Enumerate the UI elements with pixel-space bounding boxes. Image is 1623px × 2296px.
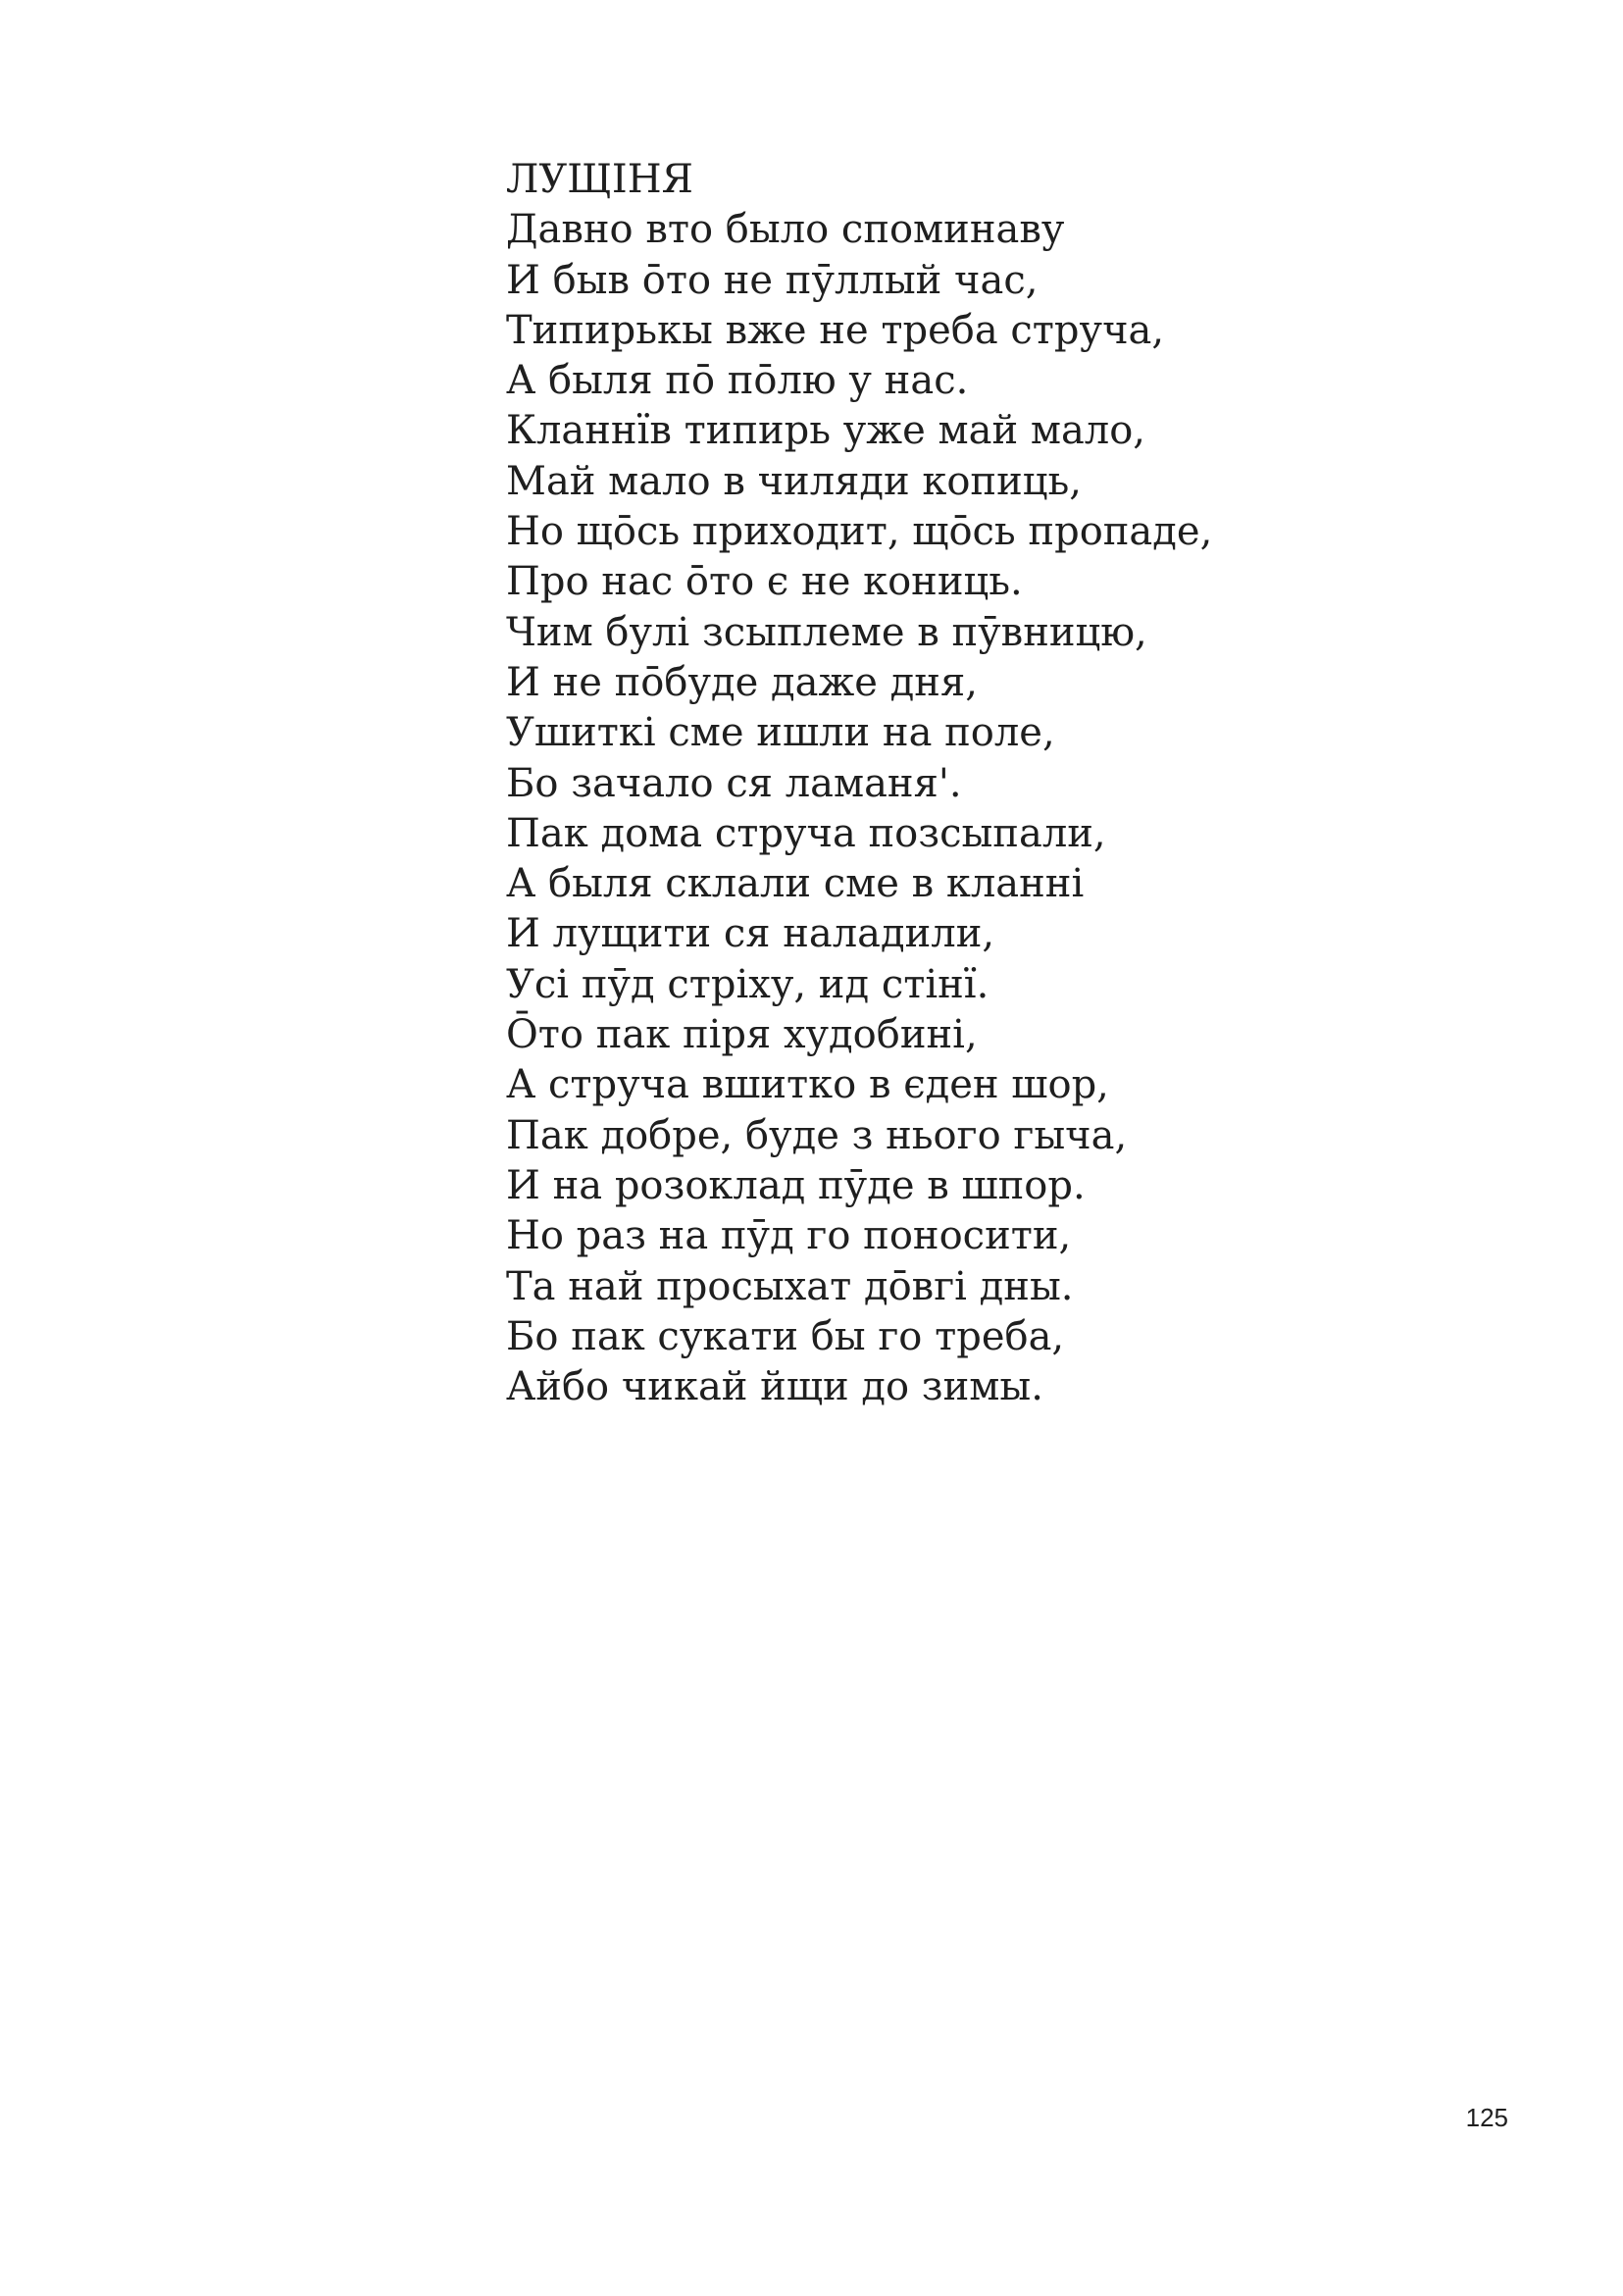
poem-line: Чим булі зсыплеме в пӯвницю,: [506, 609, 1147, 655]
page-number: 125: [1465, 2103, 1508, 2132]
poem-line: Но що̄сь приходит, що̄сь пропаде,: [506, 509, 1213, 555]
poem-line: Бо зачало ся ламаня'.: [506, 760, 962, 806]
poem-line: Та най просыхат до̄вгі дны.: [506, 1263, 1074, 1309]
poem-line: Бо пак сукати бы го треба,: [506, 1313, 1065, 1359]
poem-line: И не по̄буде даже дня,: [506, 659, 978, 705]
poem-line: А быля склали сме в кланні: [506, 861, 1085, 907]
poem-line: Давно вто было споминаву: [506, 207, 1065, 253]
poem-line: А быля по̄ по̄лю у нас.: [506, 358, 969, 404]
poem-line: Ушиткі сме ишли на поле,: [506, 710, 1055, 756]
poem-line: О̄то пак піря худобині,: [506, 1012, 978, 1058]
poem-line: И быв о̄то не пӯллый час,: [506, 257, 1039, 303]
poem-line: Типирькы вже не треба струча,: [506, 307, 1165, 353]
poem-line: Кланнїв типирь уже май мало,: [506, 408, 1145, 454]
poem-line: Айбо чикай йщи до зимы.: [506, 1364, 1043, 1410]
poem-line: А струча вшитко в єден шор,: [506, 1062, 1109, 1108]
poem-line: Май мало в чиляди копиць,: [506, 458, 1082, 504]
poem-line: Пак добре, буде з нього гыча,: [506, 1112, 1128, 1158]
poem-line: Пак дома струча позсыпали,: [506, 810, 1106, 856]
poem-line: Усі пӯд стріху, ид стінї.: [506, 961, 989, 1007]
poem: [506, 155, 1389, 1412]
poem-line: И на розоклад пӯде в шпор.: [506, 1162, 1086, 1208]
poem-line: Но раз на пӯд го поносити,: [506, 1213, 1072, 1259]
poem-title: ЛУЩІНЯ: [506, 157, 693, 202]
poem-line: Про нас о̄то є не кониць.: [506, 559, 1023, 605]
poem-line: И лущити ся наладили,: [506, 911, 995, 957]
